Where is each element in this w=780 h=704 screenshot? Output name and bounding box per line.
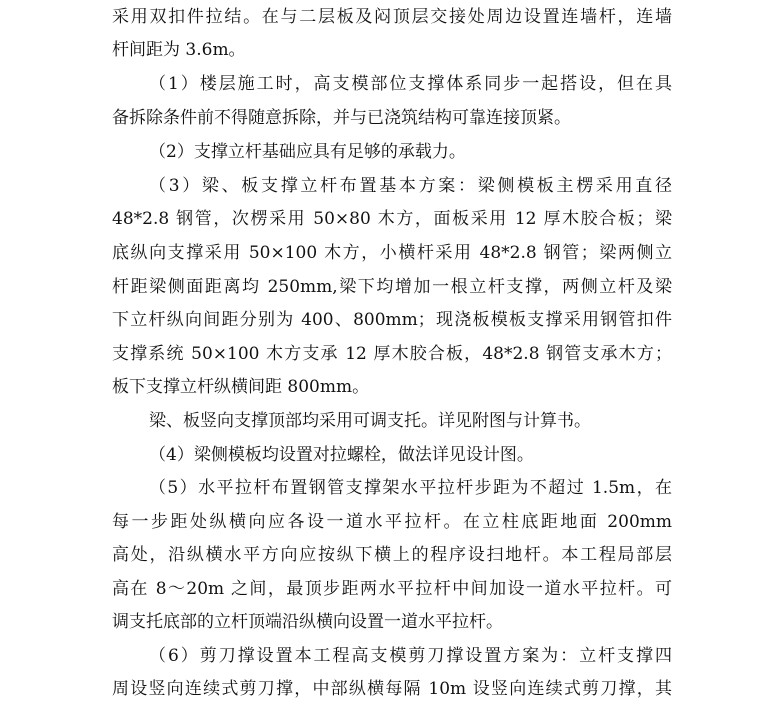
text-line: 梁、板竖向支撑顶部均采用可调支托。详见附图与计算书。 bbox=[149, 411, 591, 431]
text-line: 调支托底部的立杆顶端沿纵横向设置一道水平拉杆。 bbox=[112, 612, 503, 632]
text-line: （1）楼层施工时，高支模部位支撑体系同步一起搭设，但在具 bbox=[149, 74, 672, 94]
text-line: 48*2.8 钢管，次楞采用 50×80 木方，面板采用 12 厚木胶合板；梁 bbox=[112, 209, 672, 229]
text-line: 板下支撑立杆纵横间距 800mm。 bbox=[112, 377, 370, 397]
text-line: 底纵向支撑采用 50×100 木方，小横杆采用 48*2.8 钢管；梁两侧立 bbox=[112, 243, 672, 263]
text-line: （3）梁、板支撑立杆布置基本方案：梁侧模板主楞采用直径 bbox=[149, 176, 672, 196]
text-line: （2）支撑立杆基础应具有足够的承载力。 bbox=[149, 142, 466, 162]
text-line: 杆距梁侧面距离均 250mm,梁下均增加一根立杆支撑，两侧立杆及梁 bbox=[112, 277, 672, 297]
text-line: 每一步距处纵横向应各设一道水平拉杆。在立柱底距地面 200mm bbox=[112, 512, 672, 532]
text-line: 下立杆纵向间距分别为 400、800mm；现浇板模板支撑采用钢管扣件 bbox=[112, 310, 672, 330]
text-line: 支撑系统 50×100 木方支承 12 厚木胶合板，48*2.8 钢管支承木方； bbox=[112, 344, 672, 364]
text-line: （5）水平拉杆布置钢管支撑架水平拉杆步距为不超过 1.5m，在 bbox=[149, 478, 672, 498]
text-line: （4）梁侧模板均设置对拉螺栓，做法详见设计图。 bbox=[149, 445, 534, 465]
text-line: 备拆除条件前不得随意拆除，并与已浇筑结构可靠连接顶紧。 bbox=[112, 108, 571, 128]
text-line: 周设竖向连续式剪刀撑，中部纵横每隔 10m 设竖向连续式剪刀撑，其 bbox=[112, 679, 672, 699]
text-line: （6）剪刀撑设置本工程高支模剪刀撑设置方案为：立杆支撑四 bbox=[149, 646, 672, 666]
text-line: 杆间距为 3.6m。 bbox=[112, 40, 246, 60]
text-line: 高处，沿纵横水平方向应按纵下横上的程序设扫地杆。本工程局部层 bbox=[112, 545, 672, 565]
text-line: 采用双扣件拉结。在与二层板及闷顶层交接处周边设置连墙杆，连墙 bbox=[112, 7, 672, 27]
text-line: 高在 8～20m 之间，最顶步距两水平拉杆中间加设一道水平拉杆。可 bbox=[112, 579, 672, 599]
